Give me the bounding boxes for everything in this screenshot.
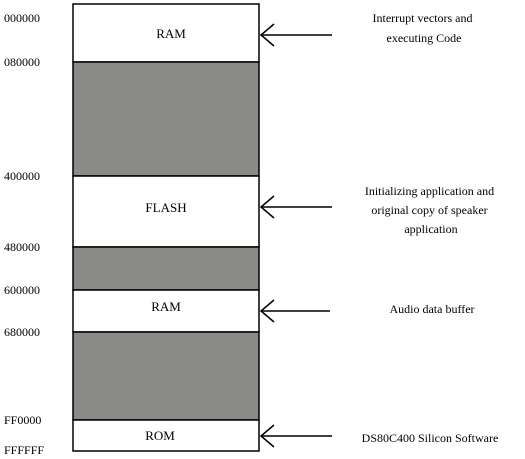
region-reserved-3 [73, 332, 259, 420]
arrow-left-icon [261, 425, 332, 447]
address-labels [4, 11, 44, 457]
annotation-silicon-software [362, 431, 499, 445]
region-label-ram-mid: RAM [151, 299, 181, 314]
pointer-arrows [261, 24, 332, 447]
arrow-left-icon [261, 300, 330, 322]
annotation-line: Interrupt vectors and [372, 11, 473, 25]
address-label: 600000 [4, 283, 40, 297]
address-label: 400000 [4, 169, 40, 183]
annotation-line: Audio data buffer [389, 302, 475, 316]
annotation-line: executing Code [386, 31, 462, 45]
annotation-audio-buffer [389, 302, 474, 316]
annotations [362, 11, 499, 445]
address-label: FFFFFF [4, 443, 45, 457]
address-label: FF0000 [4, 413, 42, 427]
annotation-line: Initializing application and [364, 184, 495, 198]
region-label-flash: FLASH [145, 200, 187, 215]
address-label: 080000 [4, 55, 40, 69]
address-label: 480000 [4, 240, 40, 254]
annotation-initializing-application [365, 184, 497, 236]
region-reserved-2 [73, 247, 259, 290]
annotation-line: original copy of speaker [371, 203, 488, 217]
annotation-line: application [404, 222, 458, 236]
region-label-rom: ROM [145, 428, 175, 443]
region-reserved-1 [73, 62, 259, 176]
address-label: 680000 [4, 325, 40, 339]
region-label-ram-top: RAM [156, 26, 186, 41]
arrow-left-icon [261, 24, 332, 46]
annotation-interrupt-vectors [373, 11, 476, 45]
address-label: 000000 [4, 11, 40, 25]
arrow-left-icon [261, 196, 332, 218]
memory-column [73, 4, 259, 451]
annotation-line: DS80C400 Silicon Software [361, 431, 499, 445]
